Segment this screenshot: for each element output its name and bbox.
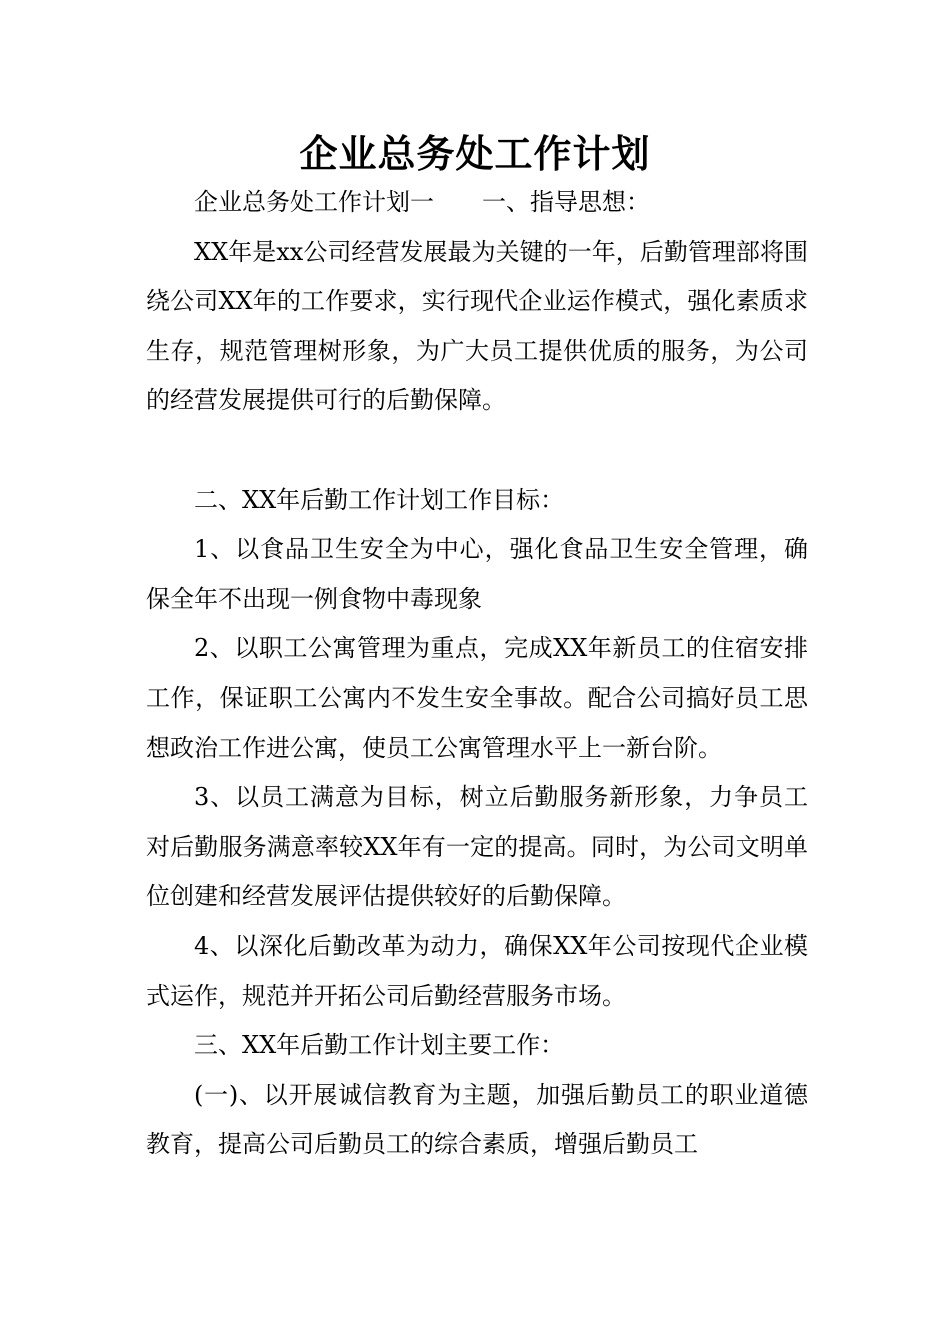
document-title: 企业总务处工作计划 [299,132,651,176]
paragraph-main-work-1: (一)、以开展诚信教育为主题，加强后勤员工的职业道德教育，提高公司后勤员工的综合素质，增强后勤员工 [146,1080,808,1159]
section-heading-main-work: 三、XX年后勤工作计划主要工作： [194,1031,565,1060]
intro-left-text: 企业总务处工作计划一 [194,188,434,216]
paragraph-goal-4: 4、以深化后勤改革为动力，确保XX年公司按现代企业模式运作，规范并开拓公司后勤经营服务市场。 [146,931,808,1010]
blank-line [146,426,808,476]
paragraph-goal-1: 1、以食品卫生安全为中心，强化食品卫生安全管理，确保全年不出现一例食物中毒现象 [146,535,808,613]
document-body [146,178,808,1170]
paragraph-guiding-idea: XX年是xx公司经营发展最为关键的一年，后勤管理部将围绕公司XX年的工作要求，实行现代企业运作模式，强化素质求生存，规范管理树形象，为广大员工提供优质的服务，为公司的经营发展提供可行的后勤保障。 [146,237,808,415]
section-heading-goals: 二、XX年后勤工作计划工作目标： [194,485,565,514]
intro-right-text: 一、指导思想： [482,188,650,216]
intro-line [146,178,808,228]
paragraph-goal-3: 3、以员工满意为目标，树立后勤服务新形象，力争员工对后勤服务满意率较XX年有一定的提高。同时，为公司文明单位创建和经营发展评估提供较好的后勤保障。 [146,783,808,911]
paragraph-goal-2: 2、以职工公寓管理为重点，完成XX年新员工的住宿安排工作，保证职工公寓内不发生安全事故。配合公司搞好员工思想政治工作进公寓，使员工公寓管理水平上一新台阶。 [146,634,808,762]
